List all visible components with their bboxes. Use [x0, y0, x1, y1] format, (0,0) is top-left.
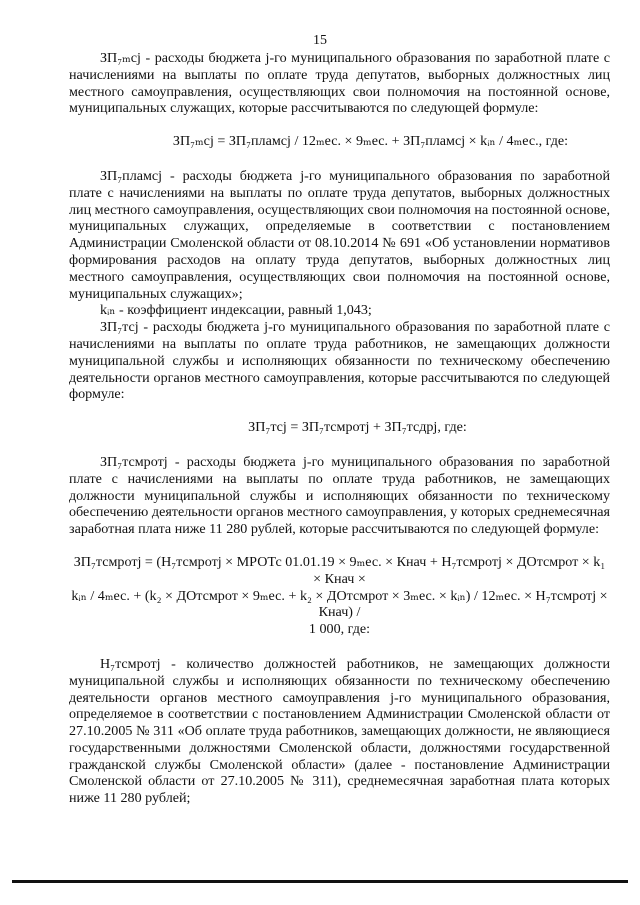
- formula-zp7msj: ЗП₇ₘсj = ЗП₇пламсj / 12ₘес. × 9ₘес. + ЗП₇пламсj × kᵢₙ / 4ₘес., где:: [172, 133, 569, 150]
- document-body: [69, 50, 610, 807]
- paragraph-zp7msj-definition: ЗП₇ₘсj - расходы бюджета j-го муниципального образования по заработной плате с начислениями на выплаты по оплате труда депутатов, выборных должностных лиц местного самоуправления, осуществляющих свои полномочия на постоянной основе, муниципальных служащих, которые рассчитываются по следующей формуле:: [69, 50, 610, 117]
- paragraph-kin-definition: kᵢₙ - коэффициент индексации, равный 1,043;: [100, 302, 372, 319]
- paragraph-zp7tsmrotj-definition: ЗП₇тсмротj - расходы бюджета j-го муниципального образования по заработной плате с начислениями на выплаты по оплате труда работников, не замещающих должности муниципальной службы и исполняющих обязанности по техническому обеспечению деятельности органов местного самоуправления, у которых среднемесячная заработная плата ниже 11 280 рублей, которые рассчитываются по следующей формуле:: [69, 453, 610, 538]
- paragraph-n7tsmrotj-definition: Н₇тсмротj - количество должностей работников, не замещающих должности муниципальной службы и исполняющих обязанности по техническому обеспечению деятельности органов местного самоуправления j-го муниципального образования, определяемое в соответствии с постановлением Администрации Смоленской области от 27.10.2005 № 311 «Об оплате труда работников, замещающих должности, не являющиеся государственными должностями Смоленской области, должностями государственной гражданской службы Смоленской области» (далее - постановление Администрации Смоленской области от 27.10.2005 № 311), среднемесячная заработная плата которых ниже 11 280 рублей;: [69, 655, 610, 807]
- formula-zp7tsj: ЗП₇тсj = ЗП₇тсмротj + ЗП₇тсдрj, где:: [248, 419, 467, 436]
- paragraph-zp7plamsj-definition: ЗП₇пламсj - расходы бюджета j-го муниципального образования по заработной плате с начислениями на выплаты по оплате труда депутатов, выборных должностных лиц местного самоуправления, осуществляющих свои полномочия на постоянной основе, муниципальных служащих, определяемые в соответствии с постановлением Администрации Смоленской области от 08.10.2014 № 691 «Об установлении нормативов формирования расходов на оплату труда депутатов, выборных должностных лиц местного самоуправления, осуществляющих свои полномочия на постоянной основе, муниципальных служащих»;: [69, 167, 610, 302]
- page-number: 15: [313, 33, 327, 48]
- footer-divider: [12, 880, 628, 883]
- paragraph-zp7tsj-definition: ЗП₇тсj - расходы бюджета j-го муниципального образования по заработной плате с начислениями на выплаты по оплате труда работников, не замещающих должности муниципальной службы и исполняющих обязанности по техническому обеспечению деятельности органов местного самоуправления, которые рассчитываются по следующей формуле:: [69, 319, 610, 403]
- formula-line-1: ЗП₇тсмротj = (Н₇тсмротj × МРОТс 01.01.19 × 9ₘес. × Кнач + Н₇тсмротj × ДОтсмрот × k₁ × Кнач ×: [73, 553, 606, 587]
- formula-line-2: kᵢₙ / 4ₘес. + (k₂ × ДОтсмрот × 9ₘес. + k₂ × ДОтсмрот × 3ₘес. × kᵢₙ) / 12ₘес. × Н₇тсмротj × Кнач) /: [71, 587, 608, 621]
- formula-zp7tsmrotj: [69, 554, 610, 638]
- formula-line-3: 1 000, где:: [308, 621, 371, 638]
